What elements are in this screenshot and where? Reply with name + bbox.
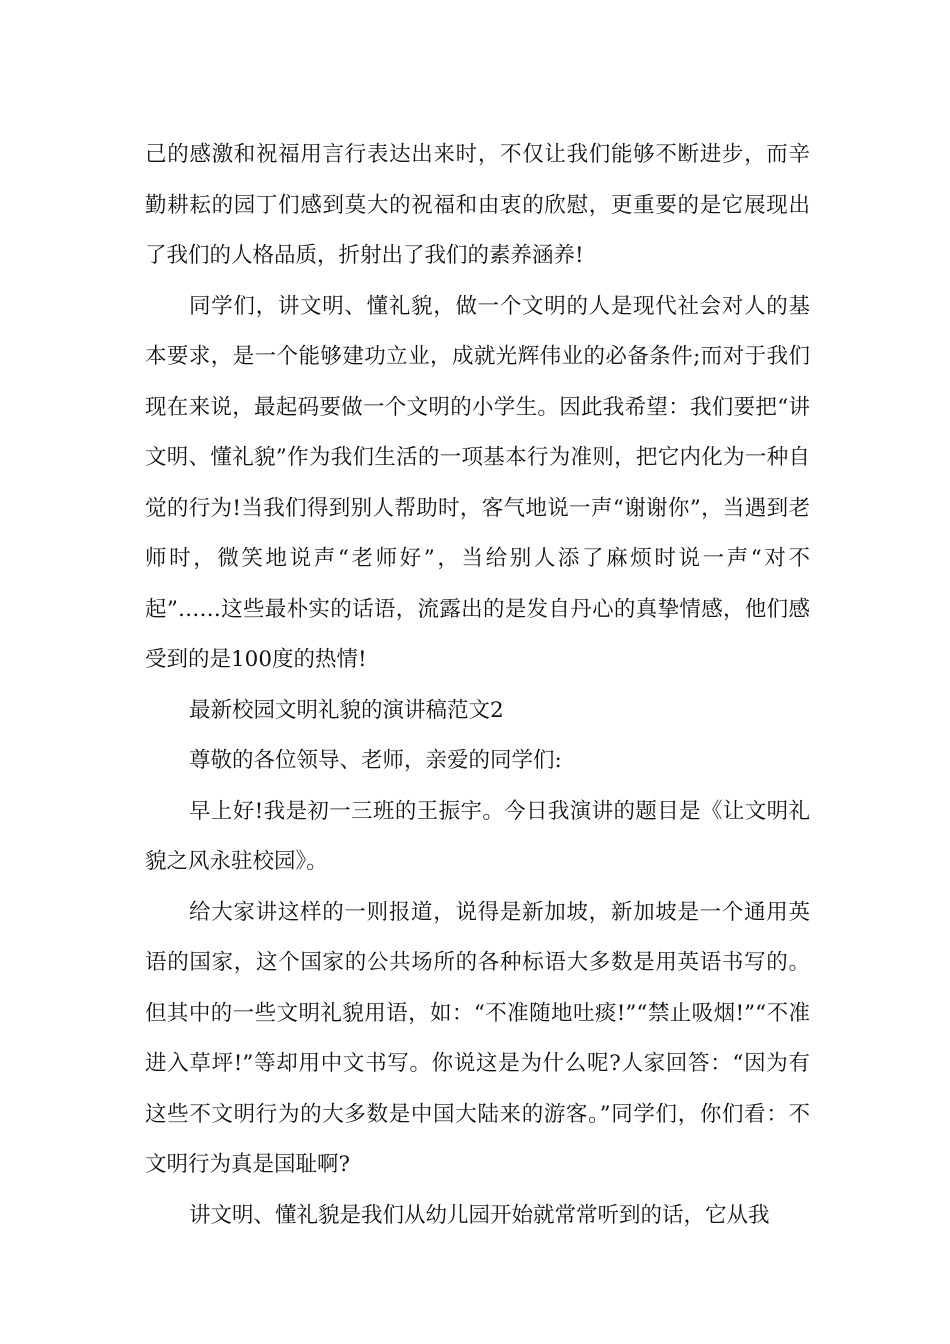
paragraph-continuation: 己的感激和祝福用言行表达出来时，不仅让我们能够不断进步，而辛勤耕耘的园丁们感到莫大的祝福和由衷的欣慰，更重要的是它展现出了我们的人格品质，折射出了我们的素养涵养! bbox=[145, 142, 810, 268]
paragraph-civility-requirements: 同学们，讲文明、懂礼貌，做一个文明的人是现代社会对人的基本要求，是一个能够建功立业，成就光辉伟业的必备条件;而对于我们现在来说，最起码要做一个文明的小学生。因此我希望：我们要把“讲文明、懂礼貌”作为我们生活的一项基本行为准则，把它内化为一种自觉的行为!当我们得到别人帮助时，客气地说一声“谢谢你”，当遇到老师时，微笑地说声“老师好”，当给别人添了麻烦时说一声“对不起”……这些最朴实的话语，流露出的是发自丹心的真挚情感，他们感受到的是100度的热情! bbox=[145, 293, 810, 672]
salutation: 尊敬的各位领导、老师，亲爱的同学们: bbox=[189, 748, 562, 773]
section-title: 最新校园文明礼貌的演讲稿范文2 bbox=[189, 697, 504, 723]
paragraph-greeting: 早上好!我是初一三班的王振宇。今日我演讲的题目是《让文明礼貌之风永驻校园》。 bbox=[145, 798, 810, 874]
paragraph-kindergarten: 讲文明、懂礼貌是我们从幼儿园开始就常常听到的话，它从我 bbox=[189, 1202, 770, 1228]
document-page bbox=[145, 130, 810, 1241]
paragraph-singapore-story: 给大家讲这样的一则报道，说得是新加坡，新加坡是一个通用英语的国家，这个国家的公共场所的各种标语大多数是用英语书写的。但其中的一些文明礼貌用语，如：“不准随地吐痰!”“禁止吸烟!”“不准进入草坪!”等却用中文书写。你说这是为什么呢?人家回答：“因为有这些不文明行为的大多数是中国大陆来的游客。”同学们，你们看：不文明行为真是国耻啊? bbox=[145, 899, 810, 1177]
